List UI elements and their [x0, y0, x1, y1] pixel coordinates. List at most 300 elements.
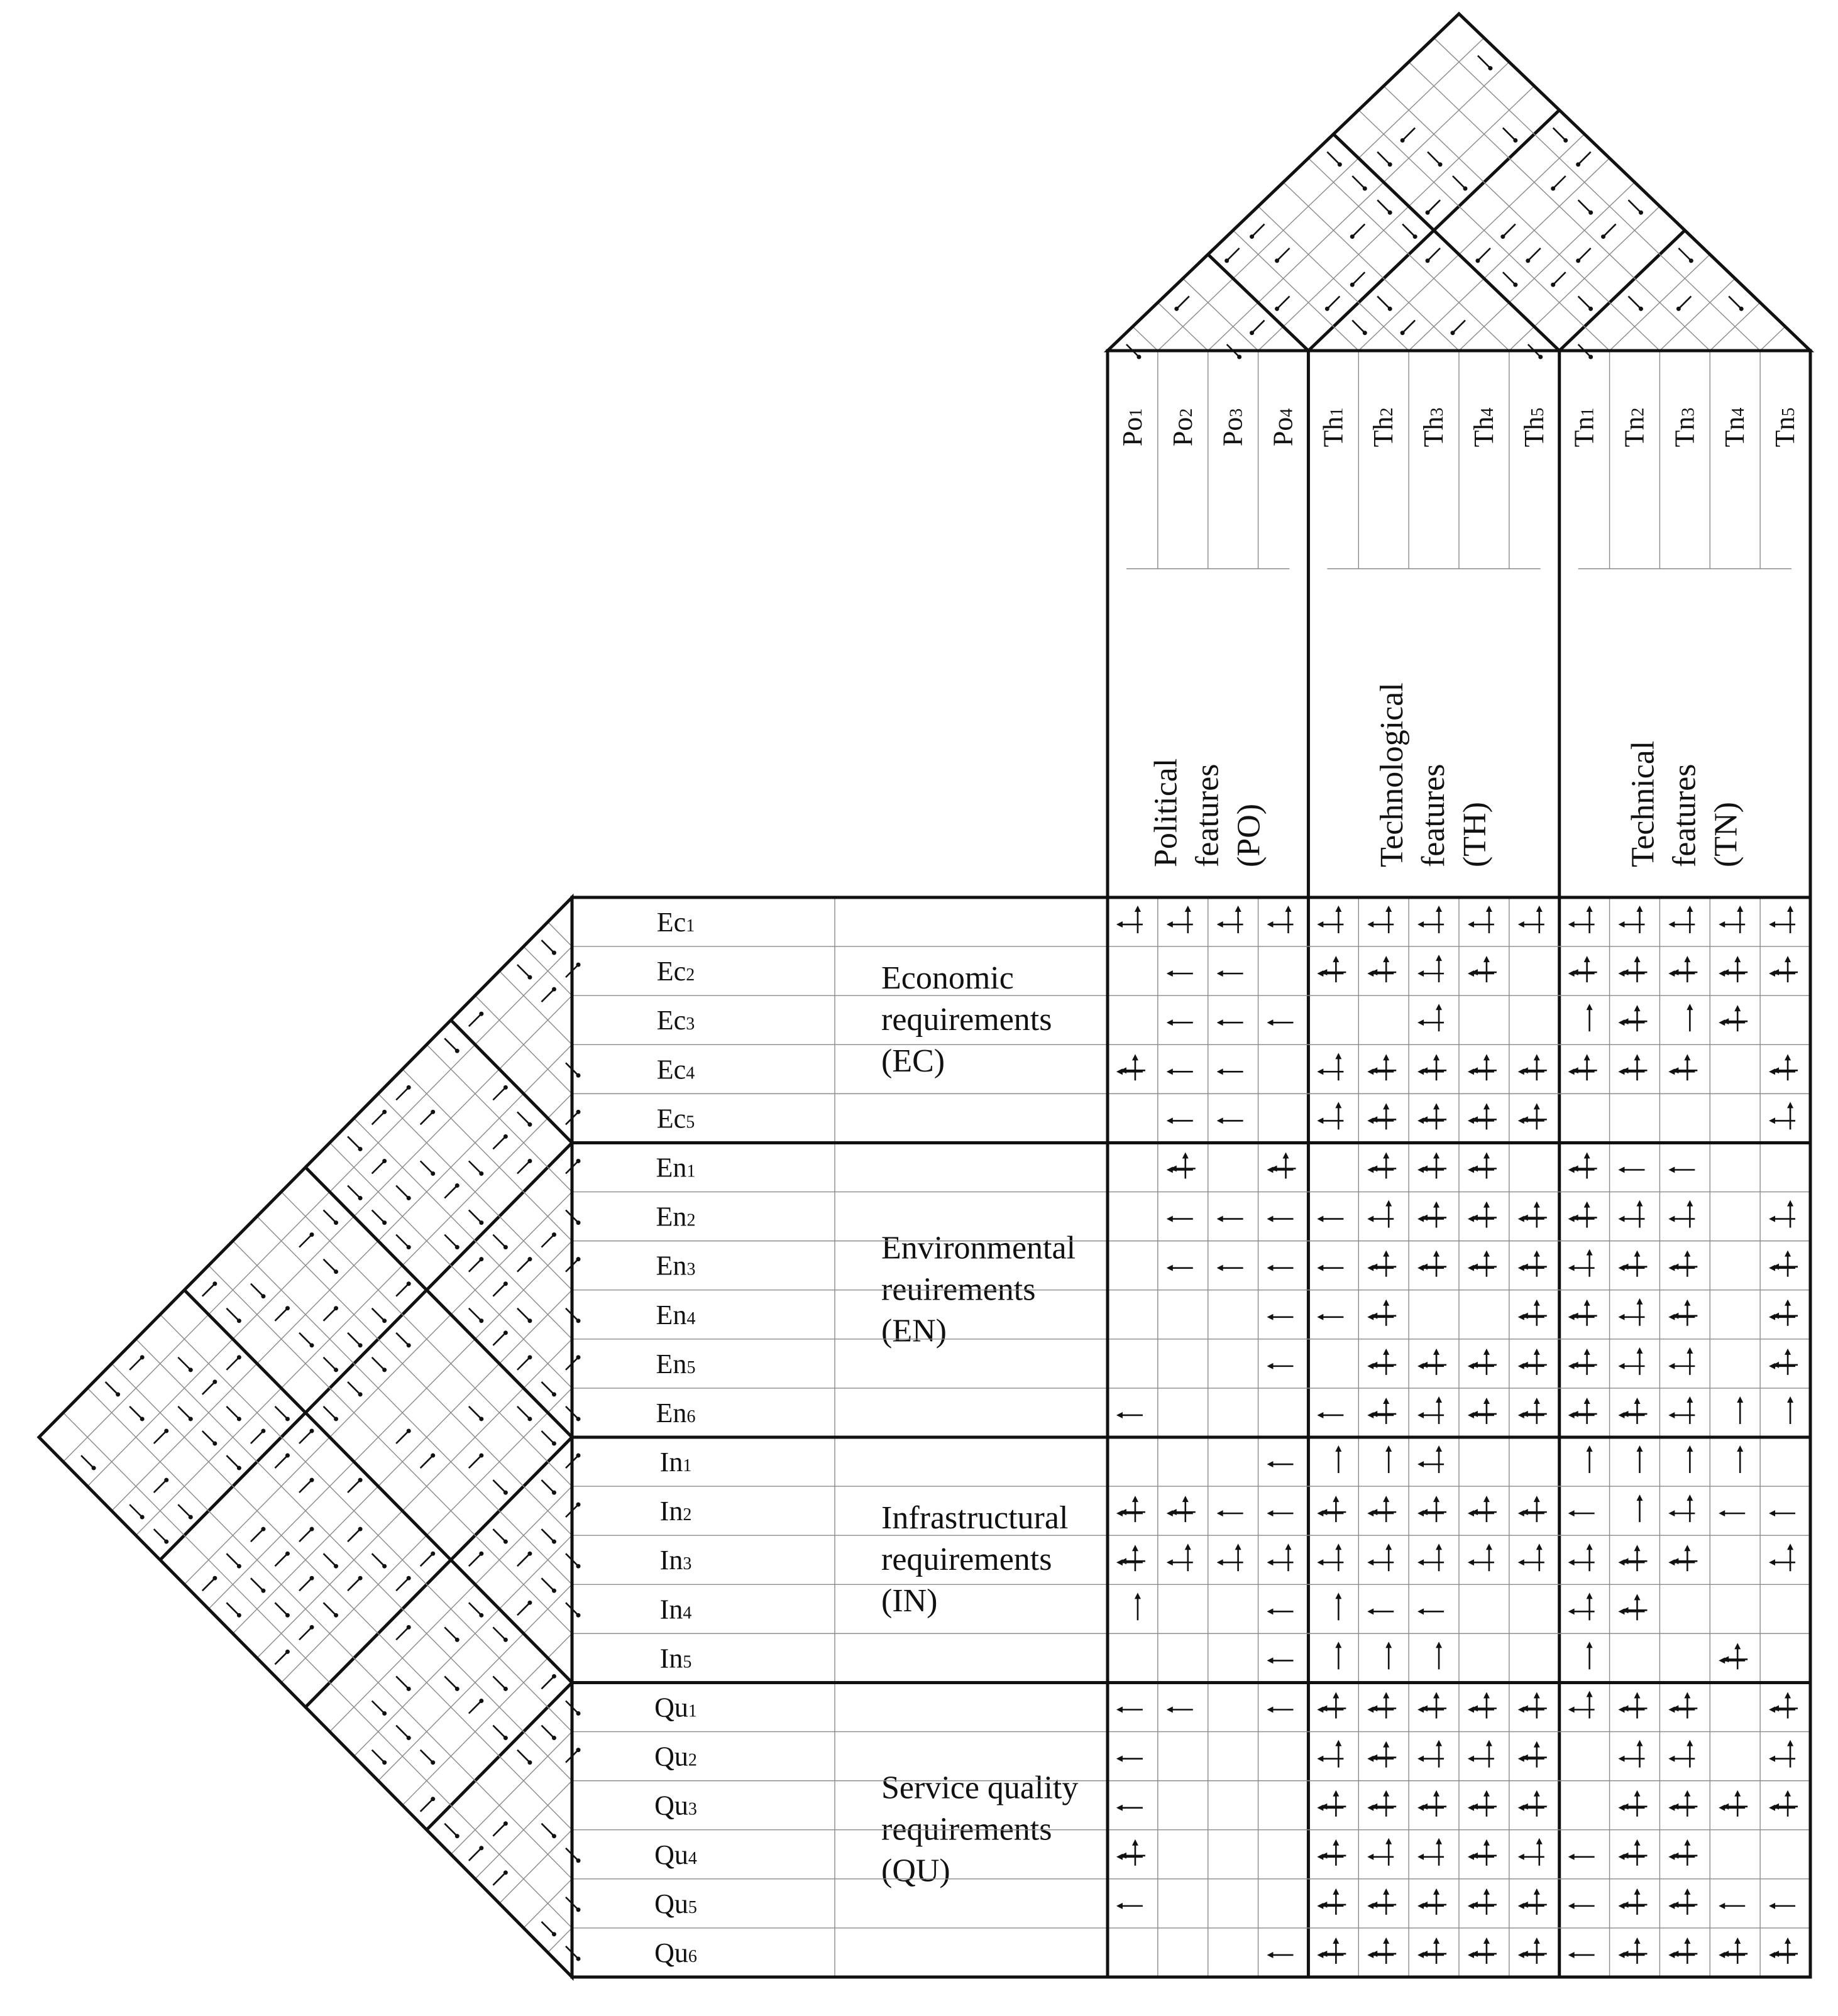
roof-correlation-symbol — [1503, 128, 1518, 143]
relationship-symbol — [1116, 1903, 1143, 1909]
relationship-symbol — [1417, 1937, 1446, 1964]
roof-correlation-symbol — [348, 1186, 363, 1201]
relationship-symbol — [1769, 1937, 1798, 1964]
relationship-symbol — [1317, 1839, 1346, 1866]
roof-correlation-symbol — [396, 1625, 411, 1640]
roof-correlation-symbol — [226, 1406, 241, 1422]
roof-correlation-symbol — [1500, 224, 1516, 239]
relationship-symbol — [1719, 1510, 1745, 1516]
relationship-symbol — [1518, 1300, 1547, 1326]
relationship-symbol — [1417, 1202, 1446, 1228]
relationship-symbol — [1518, 1543, 1544, 1571]
relationship-symbol — [1417, 1153, 1446, 1179]
relationship-symbol — [1668, 1740, 1695, 1768]
roof-correlation-symbol — [299, 1232, 314, 1247]
relationship-symbol — [1217, 1543, 1243, 1571]
relationship-symbol — [1317, 1216, 1343, 1222]
row-label: Ec2 — [656, 956, 695, 987]
relationship-symbol — [1468, 1937, 1497, 1964]
roof-correlation-symbol — [1629, 200, 1644, 215]
roof-correlation-symbol — [444, 1235, 460, 1250]
roof-correlation-symbol — [1224, 248, 1240, 263]
roof-correlation-symbol — [324, 1259, 339, 1274]
relationship-symbol — [1367, 1741, 1396, 1768]
relationship-symbol — [1668, 1251, 1697, 1277]
relationship-symbol — [1217, 1216, 1243, 1222]
relationship-symbol — [1468, 1054, 1497, 1080]
relationship-symbol — [1719, 906, 1745, 933]
roof-correlation-symbol — [178, 1357, 193, 1372]
relationship-symbol — [1267, 1952, 1294, 1958]
roof-correlation-symbol — [517, 1159, 532, 1174]
roof-correlation-symbol — [1401, 128, 1416, 143]
row-group-label: (QU) — [881, 1853, 950, 1889]
relationship-symbol — [1367, 1838, 1394, 1866]
column-group-label: Political — [1148, 758, 1184, 867]
roof-correlation-symbol — [251, 1527, 266, 1542]
relationship-symbol — [1518, 1398, 1547, 1424]
roof-correlation-symbol — [372, 1553, 387, 1569]
relationship-symbol — [1417, 1838, 1444, 1866]
roof-correlation-symbol — [1526, 248, 1541, 263]
relationship-symbol — [1518, 1103, 1547, 1129]
column-label: Th2 — [1368, 407, 1399, 447]
relationship-symbol — [1568, 1249, 1595, 1277]
roof-correlation-symbol — [517, 1112, 532, 1127]
roof-correlation-symbol — [396, 1576, 411, 1591]
relationship-symbol — [1769, 1543, 1795, 1571]
relationship-symbol — [1417, 1692, 1446, 1719]
relationship-symbol — [1116, 1412, 1143, 1418]
row-correlation-roof — [39, 897, 581, 1977]
roof-correlation-symbol — [251, 1429, 266, 1444]
relationship-symbol — [1335, 1445, 1341, 1473]
relationship-symbol — [1167, 1265, 1193, 1271]
relationship-symbol — [1769, 1349, 1798, 1375]
roof-correlation-symbol — [226, 1355, 241, 1370]
relationship-symbol — [1116, 1756, 1143, 1762]
roof-correlation-symbol — [541, 1431, 556, 1446]
row-label: In3 — [659, 1545, 692, 1576]
column-group-label: (TN) — [1708, 802, 1744, 867]
row-label: Qu2 — [654, 1741, 697, 1772]
roof-correlation-symbol — [469, 1846, 484, 1861]
roof-grid-line — [1760, 327, 1785, 351]
relationship-symbol — [1518, 1054, 1547, 1080]
relationship-symbol — [1367, 956, 1396, 982]
relationship-symbol — [1167, 1216, 1193, 1222]
relationship-symbol — [1568, 1054, 1597, 1080]
relationship-symbol — [1637, 1445, 1643, 1473]
relationship-symbol — [1619, 1298, 1645, 1326]
roof-correlation-symbol — [493, 1676, 508, 1691]
roof-correlation-symbol — [396, 1085, 411, 1100]
roof-correlation-symbol — [396, 1186, 411, 1201]
roof-correlation-symbol — [1275, 248, 1290, 263]
roof-correlation-symbol — [421, 1454, 436, 1469]
roof-correlation-symbol — [154, 1478, 168, 1493]
roof-correlation-symbol — [541, 1824, 556, 1839]
row-label: In5 — [659, 1643, 692, 1674]
relationship-symbol — [1468, 1692, 1497, 1719]
relationship-symbol — [1619, 956, 1648, 982]
relationship-symbol — [1436, 1641, 1442, 1669]
roof-correlation-symbol — [469, 1406, 484, 1422]
relationship-symbol — [1518, 1888, 1547, 1915]
relationship-symbol — [1769, 1740, 1795, 1768]
relationship-symbol — [1267, 1608, 1294, 1614]
roof-correlation-symbol — [129, 1504, 145, 1520]
relationship-symbol — [1217, 1068, 1243, 1075]
relationship-symbol — [1417, 1543, 1444, 1571]
relationship-symbol — [1367, 1054, 1396, 1080]
roof-correlation-symbol — [469, 1602, 484, 1618]
relationship-symbol — [1267, 1265, 1294, 1271]
relationship-symbol — [1367, 1398, 1396, 1424]
roof-correlation-symbol — [1551, 272, 1566, 287]
row-group-label: Service quality — [881, 1770, 1079, 1806]
roof-correlation-symbol — [226, 1602, 241, 1618]
relationship-symbol — [1217, 1019, 1243, 1026]
relationship-symbol — [1217, 970, 1243, 977]
roof-correlation-symbol — [178, 1504, 193, 1520]
column-group-label: (TH) — [1457, 802, 1494, 867]
relationship-symbol — [1769, 1790, 1798, 1817]
roof-correlation-symbol — [324, 1210, 339, 1225]
roof-correlation-symbol — [1401, 320, 1416, 336]
relationship-symbol — [1116, 906, 1143, 933]
relationship-symbol — [1468, 956, 1497, 982]
roof-correlation-symbol — [275, 1406, 290, 1422]
roof-correlation-symbol — [348, 1136, 363, 1151]
relationship-symbol — [1317, 906, 1343, 933]
relationship-symbol — [1769, 1692, 1798, 1719]
roof-correlation-symbol — [421, 1750, 436, 1765]
relationship-symbol — [1267, 1314, 1294, 1320]
row-label: En5 — [656, 1348, 696, 1379]
roof-grid-line — [305, 1437, 572, 1707]
roof-correlation-symbol — [444, 1676, 460, 1691]
roof-correlation-symbol — [517, 1601, 532, 1616]
relationship-symbol — [1417, 1496, 1446, 1522]
row-label: Qu4 — [654, 1839, 697, 1870]
relationship-symbol — [1769, 1510, 1795, 1516]
column-label: Tn5 — [1769, 407, 1801, 447]
roof-correlation-symbol — [517, 1355, 532, 1370]
roof-correlation-symbol — [541, 1726, 556, 1741]
roof-correlation-symbol — [1402, 224, 1417, 239]
roof-correlation-symbol — [299, 1625, 314, 1640]
roof-correlation-symbol — [469, 1257, 484, 1272]
roof-correlation-symbol — [493, 1330, 508, 1345]
row-group-label: requirements — [881, 1811, 1052, 1848]
relationship-symbol — [1385, 1641, 1392, 1669]
relationship-symbol — [1619, 1398, 1648, 1424]
roof-correlation-symbol — [396, 1726, 411, 1741]
relationship-symbol — [1668, 1300, 1697, 1326]
relationship-symbol — [1417, 1740, 1444, 1768]
relationship-symbol — [1167, 1153, 1196, 1179]
row-group-label: (EN) — [881, 1313, 947, 1349]
relationship-symbol — [1317, 1790, 1346, 1817]
relationship-symbol — [1568, 1153, 1597, 1179]
relationship-symbol — [1769, 1903, 1795, 1909]
roof-correlation-symbol — [469, 1012, 484, 1027]
relationship-symbol — [1568, 906, 1595, 933]
relationship-symbol — [1317, 1740, 1343, 1768]
relationship-symbol — [1619, 1251, 1648, 1277]
roof-grid-line — [112, 1044, 572, 1511]
column-group-label: features — [1666, 764, 1703, 867]
relationship-symbol — [1167, 1496, 1196, 1522]
row-label: En2 — [656, 1201, 696, 1232]
row-label: En3 — [656, 1250, 696, 1281]
relationship-symbol — [1317, 1412, 1343, 1418]
roof-correlation-symbol — [275, 1454, 290, 1469]
relationship-symbol — [1167, 906, 1193, 933]
relationship-symbol — [1518, 1692, 1547, 1719]
roof-grid-line — [548, 922, 572, 946]
relationship-symbol — [1468, 1153, 1497, 1179]
relationship-symbol — [1568, 1398, 1597, 1424]
roof-correlation-symbol — [421, 1161, 436, 1176]
roof-grid-line — [354, 1535, 572, 1756]
relationship-symbol — [1317, 1314, 1343, 1320]
roof-grid-line — [160, 1315, 572, 1732]
relationship-symbol — [1518, 906, 1544, 933]
relationship-symbol — [1267, 1216, 1294, 1222]
relationship-symbol — [1417, 1445, 1444, 1473]
roof-correlation-symbol — [226, 1455, 241, 1471]
roof-correlation-symbol — [541, 1382, 556, 1397]
roof-correlation-symbol — [372, 1750, 387, 1765]
roof-correlation-symbol — [202, 1379, 217, 1394]
column-group-label: features — [1416, 764, 1452, 867]
relationship-symbol — [1367, 1251, 1396, 1277]
roof-grid-line — [160, 1142, 572, 1560]
row-label: En6 — [656, 1397, 696, 1428]
relationship-symbol — [1719, 1005, 1747, 1031]
relationship-symbol — [1167, 1019, 1193, 1026]
roof-correlation-symbol — [469, 1699, 484, 1714]
roof-correlation-symbol — [299, 1333, 314, 1348]
roof-correlation-symbol — [493, 1870, 508, 1885]
relationship-symbol — [1619, 1937, 1648, 1964]
relationship-symbol — [1267, 1019, 1294, 1026]
relationship-symbol — [1769, 1300, 1798, 1326]
relationship-symbol — [1668, 1790, 1697, 1817]
relationship-symbol — [1317, 1102, 1343, 1129]
relationship-symbol — [1468, 1349, 1497, 1375]
row-label: Ec1 — [656, 907, 695, 938]
roof-correlation-symbol — [493, 1529, 508, 1544]
roof-correlation-symbol — [154, 1529, 168, 1544]
roof-grid-line — [1560, 231, 1685, 351]
relationship-symbol — [1317, 1053, 1343, 1080]
relationship-symbol — [1619, 1594, 1648, 1620]
relationship-symbol — [1417, 1103, 1446, 1129]
roof-correlation-symbol — [444, 1183, 460, 1198]
relationship-symbol — [1267, 1363, 1294, 1369]
roof-correlation-symbol — [493, 1627, 508, 1642]
roof-correlation-symbol — [1503, 272, 1518, 287]
roof-correlation-symbol — [1250, 320, 1265, 336]
roof-correlation-symbol — [493, 1134, 508, 1149]
relationship-symbol — [1619, 1005, 1648, 1031]
roof-correlation-symbol — [348, 1576, 363, 1591]
relationship-symbol — [1468, 1790, 1497, 1817]
relationship-symbol — [1668, 1839, 1697, 1866]
relationship-symbol — [1518, 1496, 1547, 1522]
roof-correlation-symbol — [541, 987, 556, 1002]
column-label: Tn3 — [1669, 407, 1700, 447]
roof-correlation-symbol — [1629, 296, 1644, 311]
relationship-symbol — [1769, 906, 1795, 933]
relationship-symbol — [1518, 1251, 1547, 1277]
relationship-symbol — [1267, 1657, 1294, 1663]
roof-correlation-symbol — [372, 1701, 387, 1716]
column-group-label: (PO) — [1231, 803, 1267, 867]
roof-grid-line — [1158, 38, 1484, 351]
roof-correlation-symbol — [202, 1431, 217, 1446]
relationship-symbol — [1417, 906, 1444, 933]
row-group-label: Environmental — [881, 1230, 1076, 1266]
roof-correlation-symbol — [469, 1454, 484, 1469]
relationship-symbol — [1116, 1054, 1145, 1080]
roof-correlation-symbol — [541, 1232, 556, 1247]
row-label: In4 — [659, 1594, 692, 1625]
roof-correlation-symbol — [1551, 176, 1566, 191]
relationship-symbol — [1619, 1545, 1648, 1571]
relationship-symbol — [1468, 1543, 1494, 1571]
roof-grid-line — [451, 1020, 572, 1142]
relationship-symbol — [1668, 1692, 1697, 1719]
roof-correlation-symbol — [1377, 152, 1392, 167]
relationship-symbol — [1217, 1117, 1243, 1124]
row-label: In2 — [659, 1496, 692, 1527]
column-label: Tn2 — [1619, 407, 1650, 447]
roof-correlation-symbol — [1352, 320, 1367, 336]
relationship-symbol — [1468, 1251, 1497, 1277]
relationship-symbol — [1587, 1004, 1593, 1031]
relationship-symbol — [1719, 1903, 1745, 1909]
relationship-symbol — [1317, 1543, 1343, 1571]
roof-correlation-symbol — [1426, 248, 1441, 263]
relationship-symbol — [1587, 1641, 1593, 1669]
roof-correlation-symbol — [299, 1478, 314, 1493]
roof-correlation-symbol — [226, 1553, 241, 1569]
column-label: Po4 — [1267, 408, 1299, 447]
relationship-symbol — [1668, 1937, 1697, 1964]
roof-correlation-symbol — [541, 1480, 556, 1495]
roof-grid-line — [499, 971, 572, 1044]
row-label: Ec4 — [656, 1054, 695, 1085]
roof-correlation-symbol — [251, 1578, 266, 1593]
relationship-symbol — [1267, 1707, 1294, 1713]
roof-correlation-symbol — [251, 1284, 266, 1299]
roof-grid-line — [1333, 134, 1559, 351]
row-label: Qu1 — [654, 1692, 697, 1723]
row-label: Qu5 — [654, 1888, 697, 1919]
roof-correlation-symbol — [348, 1382, 363, 1397]
relationship-symbol — [1668, 1545, 1697, 1571]
roof-correlation-symbol — [372, 1110, 387, 1125]
relationship-symbol — [1367, 1790, 1396, 1817]
roof-correlation-symbol — [444, 1824, 460, 1839]
roof-grid-line — [354, 1118, 572, 1339]
roof-correlation-symbol — [129, 1355, 145, 1370]
relationship-symbol — [1116, 1839, 1145, 1866]
roof-correlation-symbol — [396, 1333, 411, 1348]
roof-correlation-symbol — [469, 1161, 484, 1176]
relationship-symbol — [1719, 1790, 1747, 1817]
row-label: En4 — [656, 1299, 696, 1330]
column-label: Th4 — [1468, 407, 1499, 447]
relationship-symbol — [1267, 1510, 1294, 1516]
relationship-symbol — [1568, 1952, 1595, 1958]
relationship-symbol — [1668, 1200, 1695, 1228]
diagram-frame — [572, 351, 1810, 1977]
relationship-symbol — [1367, 1200, 1394, 1228]
relationship-symbol — [1167, 1707, 1193, 1713]
relationship-symbol — [1518, 1838, 1544, 1866]
roof-correlation-symbol — [1275, 296, 1290, 311]
roof-correlation-symbol — [1578, 296, 1593, 311]
relationship-symbol — [1367, 1692, 1396, 1719]
roof-correlation-symbol — [324, 1602, 339, 1618]
relationship-symbol — [1619, 1054, 1648, 1080]
relationship-symbol — [1417, 1004, 1444, 1031]
roof-correlation-symbol — [1350, 224, 1365, 239]
row-group-label: reuirements — [881, 1271, 1036, 1308]
roof-correlation-symbol — [493, 1235, 508, 1250]
relationship-symbol — [1417, 1054, 1446, 1080]
roof-grid-line — [1384, 86, 1659, 351]
row-group-label: requirements — [881, 1002, 1052, 1038]
column-label: Th1 — [1318, 407, 1349, 447]
relationship-symbol — [1668, 1347, 1695, 1375]
relationship-symbol — [1367, 1937, 1396, 1964]
roof-correlation-symbol — [469, 1308, 484, 1323]
roof-grid-line — [1258, 86, 1534, 351]
roof-correlation-symbol — [517, 965, 532, 980]
relationship-symbol — [1367, 1153, 1396, 1179]
column-label: Th3 — [1418, 407, 1450, 447]
relationship-symbol — [1335, 1641, 1341, 1669]
relationship-symbol — [1367, 1103, 1396, 1129]
roof-correlation-symbol — [469, 1210, 484, 1225]
relationship-symbol — [1417, 1349, 1446, 1375]
roof-grid-line — [1659, 278, 1735, 351]
relationship-symbol — [1587, 1445, 1593, 1473]
relationship-symbol — [1116, 1496, 1145, 1522]
relationship-symbol — [1167, 970, 1193, 977]
relationship-symbol — [1619, 1167, 1645, 1173]
roof-grid-line — [1183, 278, 1258, 351]
roof-correlation-symbol — [541, 940, 556, 955]
roof-correlation-symbol — [372, 1308, 387, 1323]
row-group-label: Economic — [881, 960, 1014, 997]
column-header-area — [1117, 351, 1800, 867]
roof-correlation-symbol — [1377, 296, 1392, 311]
relationship-symbol — [1737, 1445, 1743, 1473]
relationship-symbol — [1317, 1888, 1346, 1915]
relationship-symbol — [1367, 906, 1394, 933]
roof-correlation-symbol — [1426, 200, 1441, 215]
roof-correlation-symbol — [517, 1308, 532, 1323]
roof-grid-line — [1459, 182, 1635, 351]
relationship-symbol — [1568, 1903, 1595, 1909]
